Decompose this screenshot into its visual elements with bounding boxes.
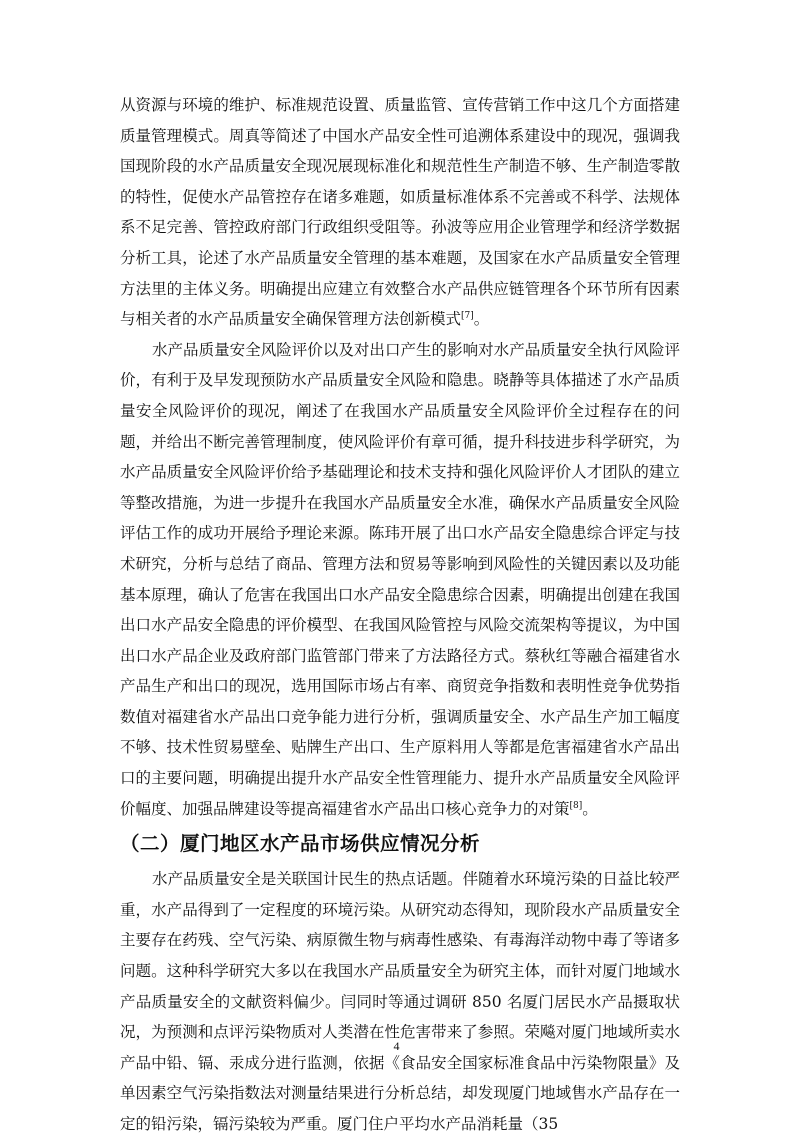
paragraph-2-text: 水产品质量安全风险评价以及对出口产生的影响对水产品质量安全执行风险评价，有利于及早发现预防水产品质量安全风险和隐患。晓静等具体描述了水产品质量安全风险评价的现况，阐述了在我国水产品质量安全风险评价全过程存在的问题，并给出不断完善管理制度，使风险评价有章可循，提升科技进步科学研究，为水产品质量安全风险评价给予基础理论和技术支持和强化风险评价人才团队的建立等整改措施，为进一步提升在我国水产品质量安全水准，确保水产品质量安全风险评估工作的成功开展给予理论来源。陈玮开展了出口水产品安全隐患综合评定与技术研究，分析与总结了商品、管理方法和贸易等影响到风险性的关键因素以及功能基本原理，确认了危害在我国出口水产品安全隐患综合因素，明确提出创建在我国出口水产品安全隐患的评价模型、在我国风险管控与风险交流架构等提议，为中国出口水产品企业及政府部门监管部门带来了方法路径方式。蔡秋红等融合福建省水产品生产和出口的现况，选用国际市场占有率、商贸竞争指数和表明性竞争优势指数值对福建省水产品出口竞争能力进行分析，强调质量安全、水产品生产加工幅度不够、技术性贸易壁垒、贴牌生产出口、生产原料用人等都是危害福建省水产品出口的主要问题，明确提出提升水产品安全性管理能力、提升水产品质量安全风险评价幅度、加强品牌建设等提高福建省水产品出口核心竞争力的对策: [120, 340, 680, 818]
citation-8: [8]: [569, 800, 583, 811]
citation-7: [7]: [461, 311, 474, 321]
paragraph-1-end: 。: [473, 310, 490, 329]
section-heading: （二）厦门地区水产品市场供应情况分析: [120, 832, 481, 856]
body-paragraph-2: [120, 335, 680, 825]
body-paragraph-1: [120, 90, 680, 335]
page-number: 4: [393, 1039, 400, 1053]
body-paragraph-3: 水产品质量安全是关联国计民生的热点话题。伴随着水环境污染的日益比较严重，水产品得到了一定程度的环境污染。从研究动态得知，现阶段水产品质量安全主要存在药残、空气污染、病原微生物与病毒性感染、有毒海洋动物中毒了等诸多问题。这种科学研究大多以在我国水产品质量安全为研究主体，而针对厦门地域水产品质量安全的文献资料偏少。闫同时等通过调研 850 名厦门居民水产品摄取状况，为预测和点评污染物质对人类潜在性危害带来了参照。荣飚对厦门地域所卖水产品中铅、镉、汞成分进行监测，依据《食品安全国家标准食品中污染物限量》及单因素空气污染指数法对测量结果进行分析总结，却发现厦门地域售水产品存在一定的铅污染，镉污染较为严重。厦门住户平均水产品消耗量（35: [120, 870, 680, 1133]
paragraph-1-text: 从资源与环境的维护、标准规范设置、质量监管、宣传营销工作中这几个方面搭建质量管理模式。周真等简述了中国水产品安全性可追溯体系建设中的现况，强调我国现阶段的水产品质量安全现况展现标准化和规范性生产制造不够、生产制造零散的特性，促使水产品管控存在诸多难题，如质量标准体系不完善或不科学、法规体系不足完善、管控政府部门行政组织受阻等。孙波等应用企业管理学和经济学数据分析工具，论述了水产品质量安全管理的基本难题，及国家在水产品质量安全管理方法里的主体义务。明确提出应建立有效整合水产品供应链管理各个环节所有因素与相关者的水产品质量安全确保管理方法创新模式: [120, 96, 680, 329]
page-content: [120, 90, 680, 1140]
paragraph-2-end: 。: [582, 799, 598, 818]
